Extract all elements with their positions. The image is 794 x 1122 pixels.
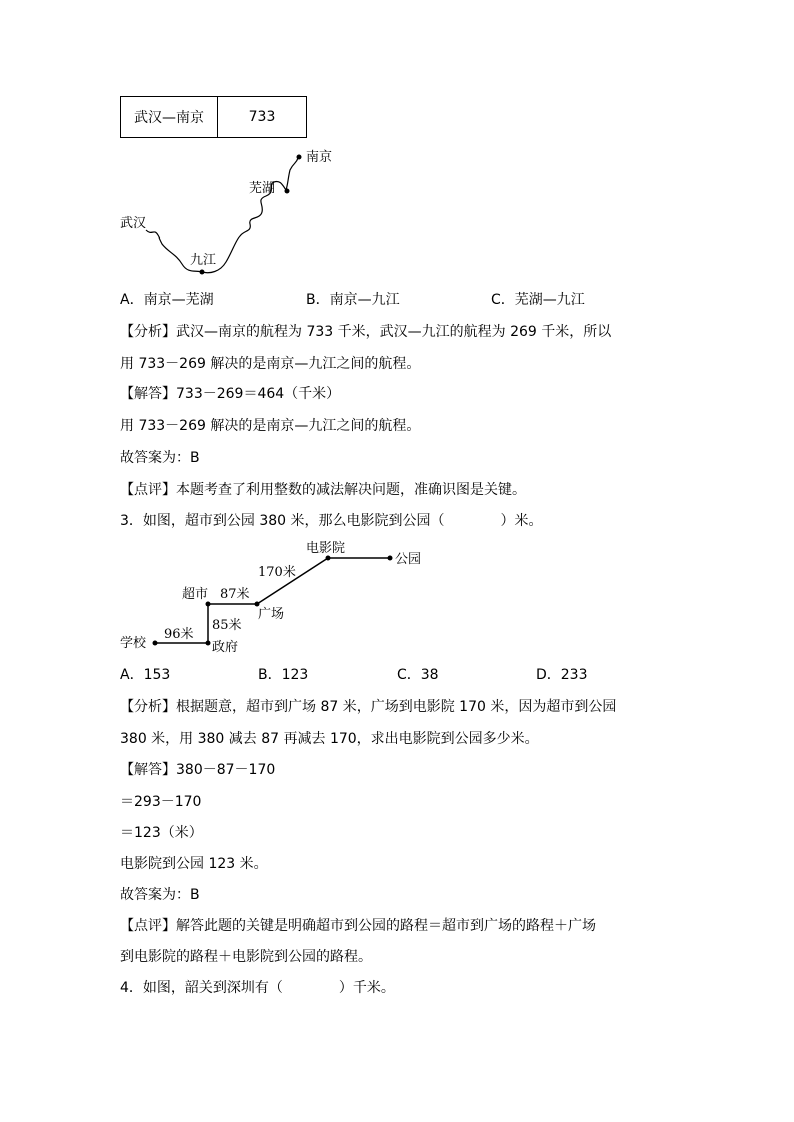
q2-option-c: C．芜湖—九江 [491, 292, 585, 308]
school-gov-distance: 96米 [164, 627, 194, 642]
q3-option-d: D．233 [536, 667, 588, 683]
q2-option-a: A．南京—芜湖 [120, 292, 214, 308]
q2-answer-line-2: 用 733－269 解决的是南京—九江之间的航程。 [120, 418, 421, 434]
wuhu-label: 芜湖 [249, 181, 276, 196]
q3-comment-line-2: 到电影院的路程＋电影院到公园的路程。 [120, 949, 372, 965]
q3-option-a: A．153 [120, 667, 171, 683]
route-table [120, 96, 307, 138]
wuhu-dot [285, 189, 290, 194]
q3-analysis-line-1: 【分析】根据题意，超市到广场 87 米，广场到电影院 170 米，因为超市到公园 [120, 699, 617, 715]
plaza-dot [255, 602, 260, 607]
q3-answer-line-2: ＝293－170 [120, 794, 202, 810]
jiujiang-label: 九江 [190, 253, 217, 268]
q3-final-answer: 故答案为：B [120, 887, 200, 903]
supermarket-dot [206, 602, 211, 607]
park-dot [388, 556, 393, 561]
gov-dot [206, 641, 211, 646]
super-plaza-distance: 87米 [220, 587, 250, 602]
q3-answer-line-4: 电影院到公园 123 米。 [120, 856, 268, 872]
q2-analysis-line-2: 用 733－269 解决的是南京—九江之间的航程。 [120, 356, 421, 372]
q4-question: 4．如图，韶关到深圳有（ ）千米。 [120, 980, 395, 996]
q2-comment: 【点评】本题考查了利用整数的减法解决问题，准确识图是关键。 [120, 482, 526, 498]
nanjing-label: 南京 [306, 150, 333, 165]
school-label: 学校 [120, 636, 147, 651]
plaza-label: 广场 [258, 607, 285, 622]
q2-option-b: B．南京—九江 [306, 292, 400, 308]
school-dot [153, 641, 158, 646]
q3-analysis-line-2: 380 米，用 380 减去 87 再减去 170，求出电影院到公园多少米。 [120, 731, 539, 747]
gov-label: 政府 [212, 640, 239, 655]
route-diagram [110, 538, 430, 658]
supermarket-label: 超市 [182, 587, 209, 602]
q3-question: 3．如图，超市到公园 380 米，那么电影院到公园（ ）米。 [120, 513, 543, 529]
route-cell: 武汉—南京 [121, 97, 218, 138]
q3-option-b: B．123 [258, 667, 309, 683]
q2-final-answer: 故答案为：B [120, 450, 200, 466]
park-label: 公园 [395, 552, 422, 567]
yangtze-river-line [146, 158, 298, 273]
q3-answer-line-3: ＝123（米） [120, 825, 203, 841]
plaza-cinema-distance: 170米 [258, 565, 296, 580]
wuhan-label: 武汉 [120, 216, 147, 231]
q3-comment-line-1: 【点评】解答此题的关键是明确超市到公园的路程＝超市到广场的路程＋广场 [120, 918, 596, 934]
cinema-dot [326, 556, 331, 561]
q3-option-c: C．38 [397, 667, 439, 683]
distance-cell: 733 [218, 97, 307, 138]
q3-answer-line-1: 【解答】380－87－170 [120, 762, 276, 778]
q2-analysis-line-1: 【分析】武汉—南京的航程为 733 千米，武汉—九江的航程为 269 千米，所以 [120, 324, 612, 340]
nanjing-dot [297, 155, 302, 160]
jiujiang-dot [200, 270, 205, 275]
route-row [121, 97, 307, 138]
super-gov-distance: 85米 [212, 618, 242, 633]
cinema-label: 电影院 [306, 541, 346, 556]
q2-answer-line-1: 【解答】733－269＝464（千米） [120, 386, 341, 402]
river-map [110, 140, 350, 280]
